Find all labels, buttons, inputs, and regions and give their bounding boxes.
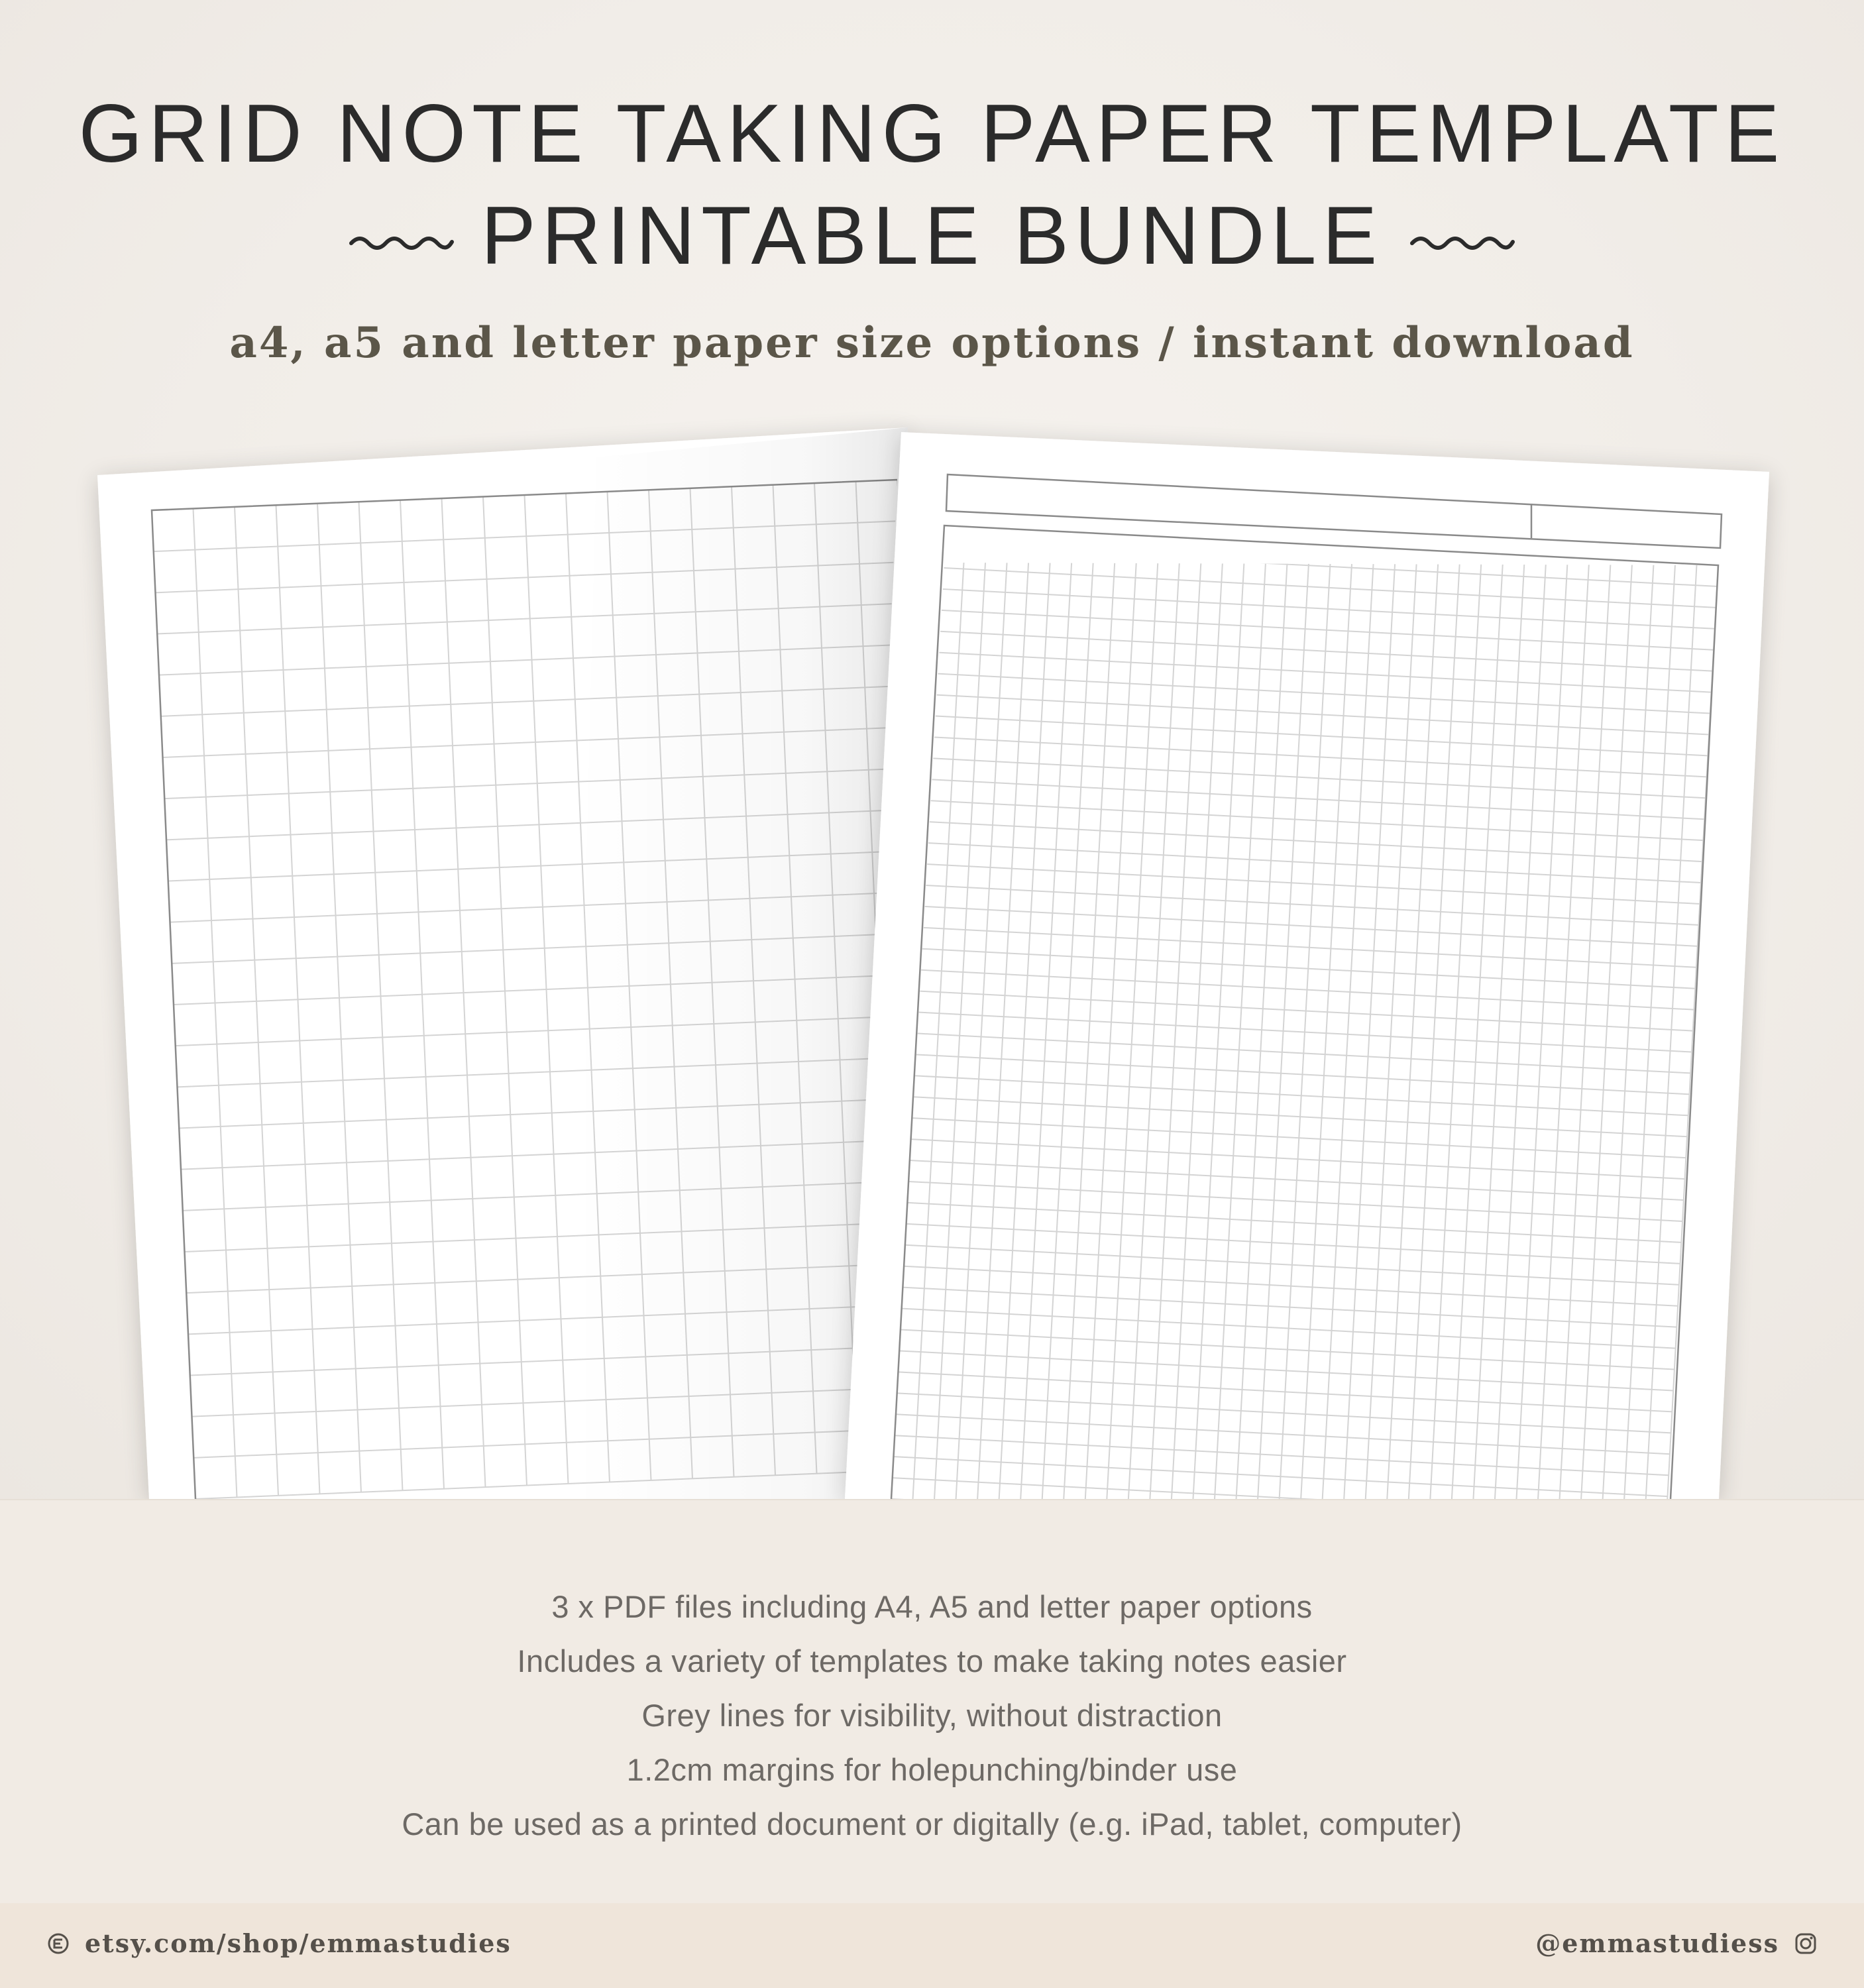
etsy-icon xyxy=(46,1932,70,1956)
shop-link[interactable] xyxy=(46,1928,512,1958)
instagram-link[interactable] xyxy=(1535,1928,1818,1958)
page-title-line2-text: PRINTABLE BUNDLE xyxy=(480,190,1384,282)
feature-item: 1.2cm margins for holepunching/binder use xyxy=(626,1752,1238,1787)
footer-bar xyxy=(0,1903,1864,1988)
right-sheet xyxy=(845,432,1769,1499)
feature-item: Includes a variety of templates to make taking notes easier xyxy=(517,1643,1347,1679)
shop-link-text: etsy.com/shop/emmastudies xyxy=(85,1928,512,1958)
instagram-handle: @emmastudiess xyxy=(1535,1928,1779,1958)
features-panel xyxy=(0,1499,1864,1905)
feature-item: Can be used as a printed document or digitally (e.g. iPad, tablet, computer) xyxy=(402,1806,1462,1842)
left-sheet xyxy=(97,427,941,1499)
subtitle: a4, a5 and letter paper size options / instant download xyxy=(229,318,1635,368)
page-title-line1: GRID NOTE TAKING PAPER TEMPLATE xyxy=(78,88,1786,180)
feature-item: Grey lines for visibility, without distraction xyxy=(641,1698,1223,1733)
feature-item: 3 x PDF files including A4, A5 and letter paper options xyxy=(551,1589,1313,1624)
instagram-icon xyxy=(1794,1932,1818,1956)
features-list xyxy=(0,1580,1864,1851)
